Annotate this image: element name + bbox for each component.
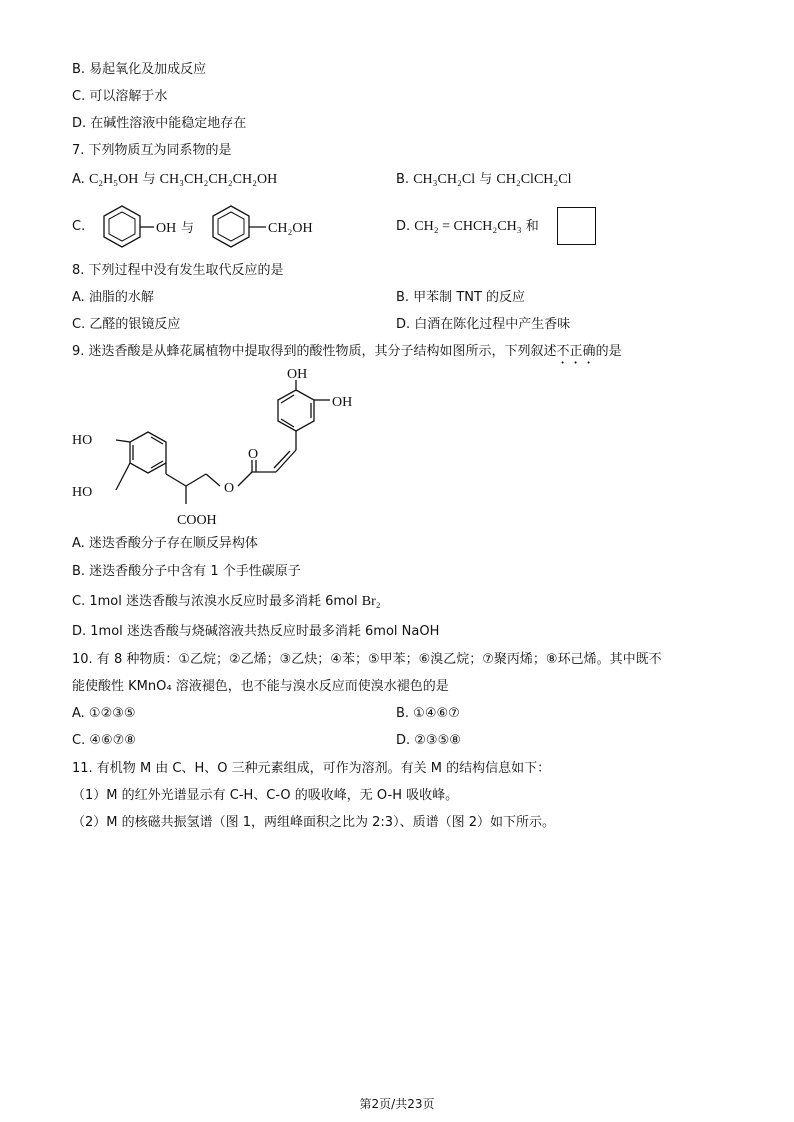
q8-option-b: B. 甲苯制 TNT 的反应: [396, 290, 526, 305]
q9-stem-post: 的是: [595, 344, 622, 359]
q9-option-b: B. 迷迭香酸分子中含有 1 个手性碳原子: [72, 564, 301, 579]
struct-cooh: COOH: [177, 513, 217, 528]
q9-option-a: A. 迷迭香酸分子存在顺反异构体: [72, 536, 258, 551]
q9-option-c: [72, 593, 381, 611]
q7-option-b: [396, 171, 572, 189]
q7-d-label: D.: [396, 219, 411, 234]
q8-stem: 8. 下列过程中没有发生取代反应的是: [72, 263, 284, 278]
q10-option-a: A. ①②③⑤: [72, 706, 136, 721]
struct-oh-right: OH: [332, 395, 353, 410]
q7-d-formula: CH₂ = CHCH₂CH₃: [414, 219, 522, 234]
q7-d-cyclobutane: [557, 207, 596, 245]
q11-info-1: （1）M 的红外光谱显示有 C-H、C-O 的吸收峰，无 O-H 吸收峰。: [72, 788, 459, 803]
q11-stem: 11. 有机物 M 由 C、H、O 三种元素组成，可作为溶剂。有关 M 的结构信息如下：: [72, 761, 551, 776]
q11-info-2: （2）M 的核磁共振氢谱（图 1，两组峰面积之比为 2:3）、质谱（图 2）如下所示。: [72, 815, 555, 830]
q6-option-b: B. 易起氧化及加成反应: [72, 62, 207, 77]
q6-option-c: C. 可以溶解于水: [72, 89, 168, 104]
q8-option-a: A. 油脂的水解: [72, 290, 154, 305]
q7-b-left: CH₃CH₂Cl: [413, 172, 476, 187]
q7-a-left: C₂H₅OH: [88, 172, 139, 187]
struct-oh-top: OH: [287, 367, 308, 382]
q9-c-formula: Br₂: [361, 594, 381, 609]
q7-c-with: 与: [181, 220, 195, 235]
q6-option-d: D. 在碱性溶液中能稳定地存在: [72, 116, 247, 131]
q7-a-right: CH₃CH₂CH₂CH₂OH: [159, 172, 278, 187]
struct-ho-bottom: HO: [72, 485, 93, 500]
q7-c-oh: OH: [156, 221, 177, 236]
q9-c-text: C. 1mol 迷迭香酸与浓溴水反应时最多消耗 6mol: [72, 594, 362, 609]
q10-stem-line2: 能使酸性 KMnO₄ 溶液褪色，也不能与溴水反应而使溴水褪色的是: [72, 679, 449, 694]
q7-b-with: 与: [479, 172, 493, 187]
q7-stem: 7. 下列物质互为同系物的是: [72, 143, 232, 158]
q7-c-structures: [86, 202, 336, 252]
struct-o-carbonyl: O: [248, 447, 259, 462]
q7-c-label: C.: [72, 219, 86, 234]
page-number: 第2页/共23页: [359, 1097, 435, 1111]
rosmarinic-acid-structure: [68, 362, 378, 532]
q7-d-with: 和: [525, 219, 539, 234]
q7-b-right: CH₂ClCH₂Cl: [496, 172, 572, 187]
q10-option-c: C. ④⑥⑦⑧: [72, 733, 136, 748]
struct-ho-top: HO: [72, 433, 93, 448]
q7-a-with: 与: [142, 172, 156, 187]
q7-c-ch2oh: CH₂OH: [268, 221, 313, 236]
q10-option-b: B. ①④⑥⑦: [396, 706, 460, 721]
q8-option-d: D. 白酒在陈化过程中产生香味: [396, 317, 571, 332]
q7-option-d: [396, 218, 539, 236]
q7-option-a: [72, 171, 277, 189]
q7-a-label: A.: [72, 172, 85, 187]
q10-option-d: D. ②③⑤⑧: [396, 733, 461, 748]
q8-option-c: C. 乙醛的银镜反应: [72, 317, 181, 332]
q10-stem-line1: 10. 有 8 种物质：①乙烷；②乙烯；③乙炔；④苯；⑤甲苯；⑥溴乙烷；⑦聚丙烯；⑧环己烯。其中既不: [72, 652, 662, 667]
q9-stem-pre: 9. 迷迭香酸是从蜂花属植物中提取得到的酸性物质，其分子结构如图所示，下列叙述: [72, 344, 557, 359]
struct-o-ester: O: [224, 481, 235, 496]
q9-stem-emphasis: 不正确: [556, 344, 596, 359]
q7-b-label: B.: [396, 172, 410, 187]
q9-option-d: D. 1mol 迷迭香酸与烧碱溶液共热反应时最多消耗 6mol NaOH: [72, 624, 440, 639]
